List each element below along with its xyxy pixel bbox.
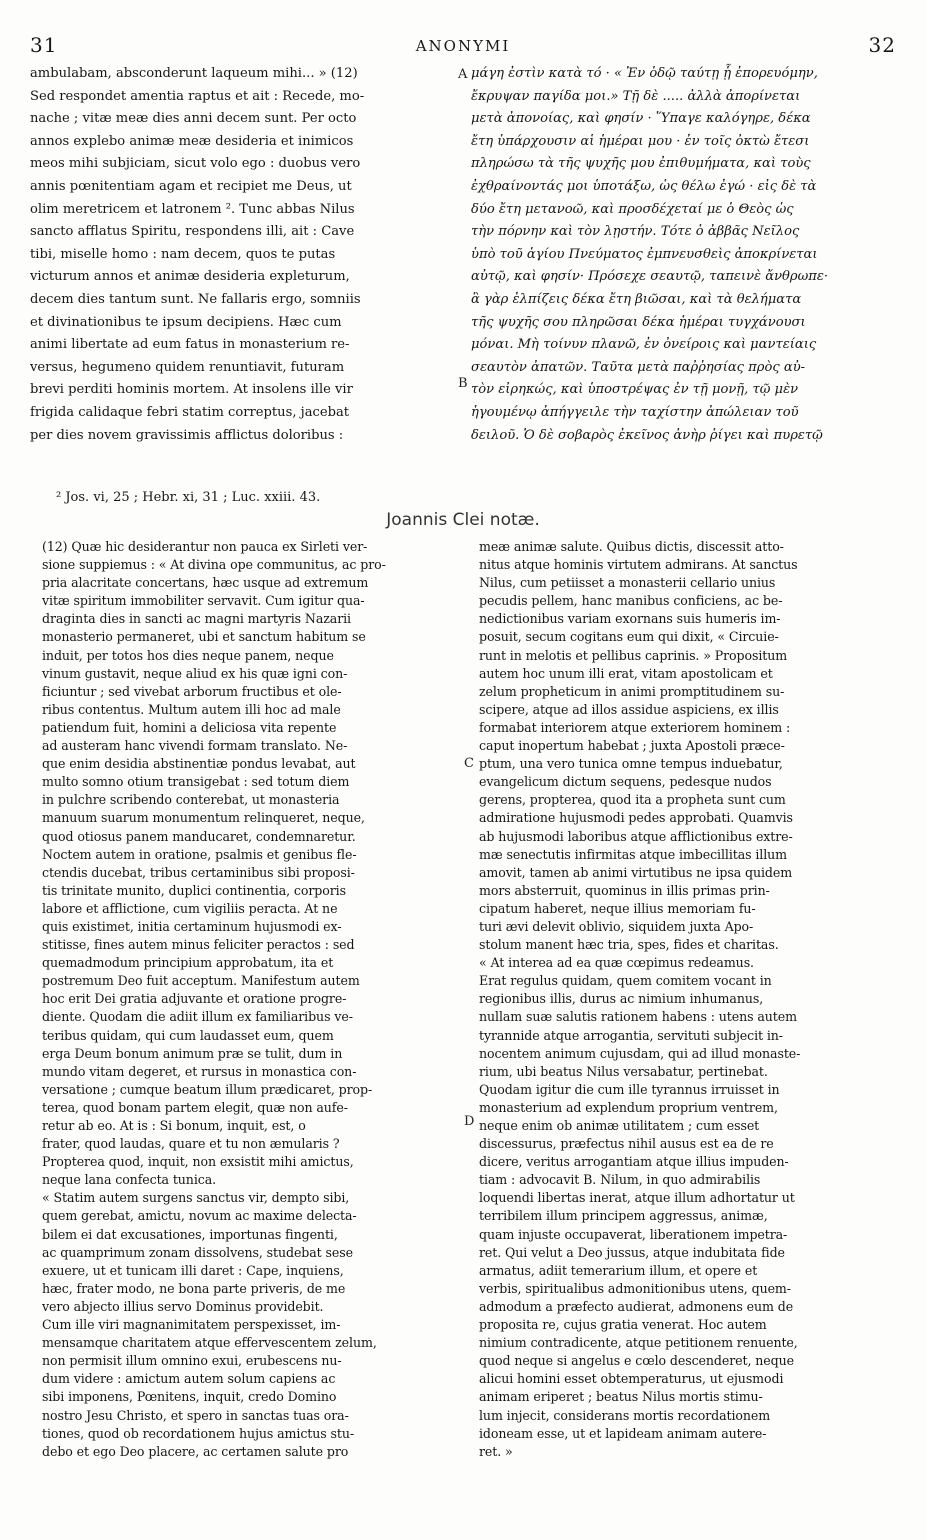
text-line: mæ senectutis infirmitas atque imbecillitas illum bbox=[479, 846, 788, 862]
text-line: vinum gustavit, neque aliud ex his quæ igni con- bbox=[42, 665, 348, 681]
text-line: runt in melotis et pellibus caprinis. » Propositum bbox=[479, 647, 788, 663]
text-line: terea, quod bonam partem elegit, quæ non aufe- bbox=[42, 1099, 348, 1115]
text-line: que enim desidia abstinentiæ pondus levabat, aut bbox=[42, 756, 356, 772]
text-line: mors absterruit, quominus in illis primas prin- bbox=[479, 882, 770, 898]
text-line: quod neque si angelus e cœlo descenderet, neque bbox=[479, 1353, 794, 1369]
text-line: verbis, spiritualibus admonitionibus utens, quem- bbox=[479, 1280, 791, 1296]
text-line: autem hoc unum illi erat, vitam apostolicam et bbox=[479, 665, 773, 681]
text-line: ribus contentus. Multum autem illi hoc ad male bbox=[42, 701, 341, 717]
text-line: neque enim ob animæ utilitatem ; cum esset bbox=[479, 1118, 760, 1133]
text-line: zelum propheticum in animi promptitudinem su- bbox=[479, 683, 785, 699]
text-line: Propterea quod, inquit, non exsistit mihi amictus, bbox=[42, 1154, 354, 1170]
text-line: nostro Jesu Christo, et spero in sanctas tuas ora- bbox=[42, 1407, 349, 1423]
notes-column-right bbox=[479, 538, 897, 1461]
text-line: turi ævi delevit oblivio, siquidem juxta Apo- bbox=[479, 918, 754, 934]
text-line: erga Deum bonum animum præ se tulit, dum in bbox=[42, 1045, 343, 1061]
text-line: ἔτη ὑπάρχουσιν αἱ ἡμέραι μου · ἐν τοῖς ὀκτὼ ἔτεσι bbox=[471, 133, 810, 149]
text-line: tiones, quod ob recordationem hujus amictus stu- bbox=[42, 1425, 355, 1441]
text-line: ret. » bbox=[479, 1443, 513, 1459]
text-line: formabat interiorem atque exteriorem hominem : bbox=[479, 719, 791, 735]
text-line: draginta dies in sancti ac magni martyris Nazarii bbox=[42, 611, 351, 627]
text-line: olim meretricem et latronem ². Tunc abbas Nilus bbox=[30, 201, 355, 217]
text-line: brevi perditi hominis mortem. At insolens ille vir bbox=[30, 382, 353, 398]
text-line: annis pœnitentiam agam et recipiet me Deus, ut bbox=[30, 178, 352, 194]
text-line: tiam : advocavit B. Nilum, in quo admirabilis bbox=[479, 1172, 761, 1188]
text-line: nitus atque hominis virtutem admirans. At sanctus bbox=[479, 557, 798, 573]
text-line: pecudis pellem, hanc manibus conficiens, ac be- bbox=[479, 593, 783, 609]
text-line: vitæ spiritum immobiliter servavit. Cum igitur qua- bbox=[42, 593, 365, 609]
text-line: ambulabam, absconderunt laqueum mihi... » (12) bbox=[30, 66, 358, 81]
text-line: frigida calidaque febri statim correptus, jacebat bbox=[30, 404, 350, 420]
text-line: proposita re, cujus gratia venerat. Hoc autem bbox=[479, 1317, 767, 1333]
text-line: μάγη ἐστὶν κατὰ τό · « Ἐν ὁδῷ ταύτῃ ᾗ ἐπορευόμην, bbox=[471, 66, 818, 81]
text-line: armatus, adiit temerarium illum, et opere et bbox=[479, 1262, 758, 1278]
text-line: regionibus illis, durus ac nimium inhumanus, bbox=[479, 991, 764, 1007]
text-line: quod otiosus panem manducaret, condemnaretur. bbox=[42, 828, 356, 844]
text-line: terribilem illum principem aggressus, animæ, bbox=[479, 1208, 768, 1224]
text-line: retur ab eo. At is : Si bonum, inquit, est, o bbox=[42, 1118, 306, 1133]
text-line: monasterio permaneret, ubi et sanctum habitum se bbox=[42, 629, 366, 645]
text-line: per dies novem gravissimis afflictus doloribus : bbox=[30, 427, 344, 443]
text-line: admodum a præfecto audierat, admonens eum de bbox=[479, 1298, 794, 1314]
text-line: in pulchre scribendo conterebat, ut monasteria bbox=[42, 792, 340, 808]
text-line: monasterium ad explendum proprium ventrem, bbox=[479, 1099, 778, 1115]
text-line: Erat regulus quidam, quem comitem vocant in bbox=[479, 973, 772, 989]
text-line: annos explebo animæ meæ desideria et inimicos bbox=[30, 133, 354, 149]
text-line: vero abjecto illius servo Dominus providebit. bbox=[42, 1298, 324, 1314]
text-line: nocentem animum cujusdam, qui ad illud monaste- bbox=[479, 1045, 801, 1061]
latin-text-column bbox=[30, 63, 455, 447]
text-line: stolum manent hæc tria, spes, fides et charitas. bbox=[479, 937, 779, 953]
text-line: rium, ubi beatus Nilus versabatur, pertinebat. bbox=[479, 1063, 768, 1079]
text-line: alicui homini esset obtemperaturus, ut ejusmodi bbox=[479, 1371, 784, 1387]
text-line: stitisse, fines autem minus feliciter peractos : sed bbox=[42, 937, 355, 953]
text-line: Noctem autem in oratione, psalmis et genibus fle- bbox=[42, 846, 357, 862]
text-line: victurum annos et animæ desideria expleturum, bbox=[30, 269, 350, 285]
text-line: manuum suarum monumentum relinqueret, neque, bbox=[42, 810, 365, 826]
text-line: ab hujusmodi laboribus atque afflictionibus extre- bbox=[479, 828, 793, 844]
text-line: ptum, una vero tunica omne tempus induebatur, bbox=[479, 756, 783, 772]
text-line: ad austeram hanc vivendi formam translato. Ne- bbox=[42, 738, 348, 754]
notes-heading: Joannis Clei notæ. bbox=[386, 510, 540, 530]
text-line: teribus quidam, qui cum laudasset eum, quem bbox=[42, 1027, 334, 1043]
text-line: (12) Quæ hic desiderantur non pauca ex Sirleti ver- bbox=[42, 539, 368, 554]
text-line: sibi imponens, Pœnitens, inquit, credo Domino bbox=[42, 1389, 337, 1405]
text-line: idoneam esse, ut et lapideam animam autere- bbox=[479, 1425, 767, 1441]
text-line: dum videre : amictum autem solum capiens ac bbox=[42, 1371, 336, 1387]
text-line: πληρώσω τὰ τῆς ψυχῆς μου ἐπιθυμήματα, καὶ τοὺς bbox=[471, 156, 811, 172]
text-line: ἔκρυψαν παγίδα μοι.» Τῇ δὲ ..... ἀλλὰ ἀπορίνεται bbox=[471, 88, 801, 104]
text-line: mensamque charitatem atque effervescentem zelum, bbox=[42, 1335, 377, 1351]
text-line: ctendis ducebat, tribus certaminibus sibi proposi- bbox=[42, 864, 355, 880]
text-line: versus, hegumeno quidem renuntiavit, futuram bbox=[30, 359, 345, 375]
text-line: δύο ἔτη μετανοῶ, καὶ προσδέχεταί με ὁ Θεὸς ὡς bbox=[471, 201, 794, 217]
text-line: « Statim autem surgens sanctus vir, dempto sibi, bbox=[42, 1190, 350, 1206]
text-line: ἡγουμένῳ ἀπήγγειλε τὴν ταχίστην ἀπώλειαν τοῦ bbox=[471, 404, 799, 420]
page-number-right: 32 bbox=[868, 33, 896, 57]
text-line: hæc, frater modo, ne bona parte priveris, de me bbox=[42, 1280, 346, 1296]
text-line: sione suppiemus : « At divina ope communitus, ac pro- bbox=[42, 557, 386, 573]
running-title: ANONYMI bbox=[415, 37, 511, 55]
text-line: lum injecit, considerans mortis recordationem bbox=[479, 1407, 771, 1423]
text-line: non permisit illum omnino exui, erubescens nu- bbox=[42, 1353, 342, 1369]
text-line: admiratione hujusmodi pedes approbati. Quamvis bbox=[479, 810, 793, 826]
text-line: sancto afflatus Spiritu, respondens illi, ait : Cave bbox=[30, 224, 355, 240]
text-line: frater, quod laudas, quare et tu non æmularis ? bbox=[42, 1136, 340, 1152]
text-line: nimium contradicente, atque petitionem renuente, bbox=[479, 1335, 798, 1351]
text-line: discessurus, præfectus nihil ausus est ea de re bbox=[479, 1136, 774, 1152]
text-line: nache ; vitæ meæ dies anni decem sunt. Per octo bbox=[30, 111, 357, 127]
text-line: quem gerebat, amictu, novum ac maxime delecta- bbox=[42, 1208, 357, 1224]
text-line: ac quamprimum zonam dissolvens, studebat sese bbox=[42, 1244, 353, 1260]
text-line: hoc erit Dei gratia adjuvante et oratione progre- bbox=[42, 991, 347, 1007]
text-line: cipatum haberet, neque illius memoriam fu- bbox=[479, 900, 756, 916]
text-line: caput inopertum habebat ; juxta Apostoli præce- bbox=[479, 738, 785, 754]
text-line: nedictionibus variam exornans suis humeris im- bbox=[479, 611, 781, 627]
text-line: ret. Qui velut a Deo jussus, atque indubitata fide bbox=[479, 1244, 785, 1260]
text-line: animam eriperet ; beatus Nilus mortis stimu- bbox=[479, 1389, 763, 1405]
text-line: Quodam igitur die cum ille tyrannus irruisset in bbox=[479, 1081, 780, 1097]
text-line: scipere, atque ad illos assidue aspiciens, ex illis bbox=[479, 701, 779, 717]
text-line: « At interea ad ea quæ cœpimus redeamus. bbox=[479, 955, 754, 971]
text-line: multo somno otium transigebat : sed totum diem bbox=[42, 774, 350, 790]
text-line: loquendi libertas inerat, atque illum adhortatur ut bbox=[479, 1190, 795, 1206]
text-line: quemadmodum principium approbatum, ita et bbox=[42, 955, 334, 971]
text-line: decem dies tantum sunt. Ne fallaris ergo, somniis bbox=[30, 291, 361, 307]
text-line: versatione ; cumque beatum illum prædicaret, prop- bbox=[42, 1081, 373, 1097]
margin-marker-c: C bbox=[464, 756, 474, 771]
margin-marker-b: B bbox=[458, 376, 468, 391]
text-line: τῆς ψυχῆς σου πληρῶσαι δέκα ἡμέραι τυγχάνουσι bbox=[471, 314, 806, 330]
text-line: αὐτῷ, καὶ φησίν· Πρόσεχε σεαυτῷ, ταπεινὲ ἄνθρωπε· bbox=[471, 269, 829, 285]
text-line: tibi, miselle homo : nam decem, quos te putas bbox=[30, 246, 336, 262]
page-number-left: 31 bbox=[30, 33, 58, 57]
text-line: ἃ γὰρ ἐλπίζεις δέκα ἔτη βιῶσαι, καὶ τὰ θελήματα bbox=[471, 291, 802, 307]
text-line: gerens, propterea, quod ita a propheta sunt cum bbox=[479, 792, 786, 808]
text-line: τὸν εἰρηκώς, καὶ ὑποστρέψας ἐν τῇ μονῇ, τῷ μὲν bbox=[471, 382, 799, 398]
text-line: ficiuntur ; sed vivebat arborum fructibus et ole- bbox=[42, 683, 342, 699]
text-line: neque lana confecta tunica. bbox=[42, 1172, 217, 1188]
margin-marker-d: D bbox=[464, 1114, 475, 1129]
text-line: patiendum fuit, homini a deliciosa vita repente bbox=[42, 719, 337, 735]
text-line: Cum ille viri magnanimitatem perspexisset, im- bbox=[42, 1317, 341, 1333]
text-line: τὴν πόρνην καὶ τὸν λῃστήν. Τότε ὁ ἀββᾶς Νεῖλος bbox=[471, 224, 800, 240]
text-line: tis trinitate munito, duplici continentia, corporis bbox=[42, 882, 346, 898]
text-line: meos mihi subjiciam, sicut volo ego : duobus vero bbox=[30, 156, 361, 172]
text-line: dicere, veritus arrogantiam atque illius impuden- bbox=[479, 1154, 789, 1170]
text-line: Sed respondet amentia raptus et ait : Recede, mo- bbox=[30, 88, 365, 104]
text-line: pria alacritate concertans, hæc usque ad extremum bbox=[42, 575, 369, 591]
text-line: ἐχθραίνοντάς μοι ὑποτάξω, ὡς θέλω ἐγώ · εἰς δὲ τὰ bbox=[471, 178, 817, 194]
text-line: quis existimet, initia certaminum hujusmodi ex- bbox=[42, 918, 342, 934]
text-line: μόναι. Μὴ τοίνυν πλανῶ, ἐν ὀνείροις καὶ μαντείαις bbox=[471, 337, 817, 353]
text-line: animi libertate ad eum fatus in monasterium re- bbox=[30, 337, 350, 353]
text-line: quam injuste occupaverat, liberationem impetra- bbox=[479, 1226, 788, 1242]
margin-marker-a: A bbox=[458, 67, 468, 82]
text-line: tyrannide atque arrogantia, servituti subjecit in- bbox=[479, 1027, 783, 1043]
text-line: induit, per totos hos dies neque panem, neque bbox=[42, 647, 334, 663]
text-line: σεαυτὸν ἀπατῶν. Ταῦτα μετὰ παῤῥησίας πρὸς αὐ- bbox=[471, 359, 806, 375]
text-line: meæ animæ salute. Quibus dictis, discessit atto- bbox=[479, 539, 784, 554]
text-line: postremum Deo fuit acceptum. Manifestum autem bbox=[42, 973, 360, 989]
text-line: debo et ego Deo placere, ac certamen salute pro bbox=[42, 1443, 349, 1459]
text-line: ὑπὸ τοῦ ἁγίου Πνεύματος ἐμπνευσθεὶς ἀποκρίνεται bbox=[471, 246, 818, 262]
text-line: mundo vitam degeret, et rursus in monastica con- bbox=[42, 1063, 357, 1079]
text-line: diente. Quodam die adiit illum ex familiaribus ve- bbox=[42, 1009, 353, 1025]
text-line: nullam suæ salutis rationem habens : utens autem bbox=[479, 1009, 797, 1025]
notes-column-left bbox=[42, 538, 459, 1461]
text-line: evangelicum dictum sequens, pedesque nudos bbox=[479, 774, 772, 790]
text-line: labore et afflictione, cum vigiliis peracta. At ne bbox=[42, 900, 338, 916]
footnote: ² Jos. vi, 25 ; Hebr. xi, 31 ; Luc. xxiii. 43. bbox=[56, 490, 321, 505]
text-line: Nilus, cum petiisset a monasterii cellario unius bbox=[479, 575, 776, 591]
text-line: bilem ei dat excusationes, importunas fingenti, bbox=[42, 1226, 338, 1242]
text-line: et divinationibus te ipsum decipiens. Hæc cum bbox=[30, 314, 342, 330]
greek-text-column bbox=[471, 63, 897, 447]
text-line: μετὰ ἀπονοίας, καὶ φησίν · Ὕπαγε καλόγηρε, δέκα bbox=[471, 111, 811, 127]
text-line: amovit, tamen ab animi virtutibus ne ipsa quidem bbox=[479, 864, 793, 880]
text-line: exuere, ut et tunicam illi daret : Cape, inquiens, bbox=[42, 1262, 344, 1278]
text-line: δειλοῦ. Ὁ δὲ σοβαρὸς ἐκεῖνος ἀνὴρ ῥίγει καὶ πυρετῷ bbox=[471, 427, 823, 443]
text-line: posuit, secum cogitans eum qui dixit, « Circuie- bbox=[479, 629, 779, 645]
